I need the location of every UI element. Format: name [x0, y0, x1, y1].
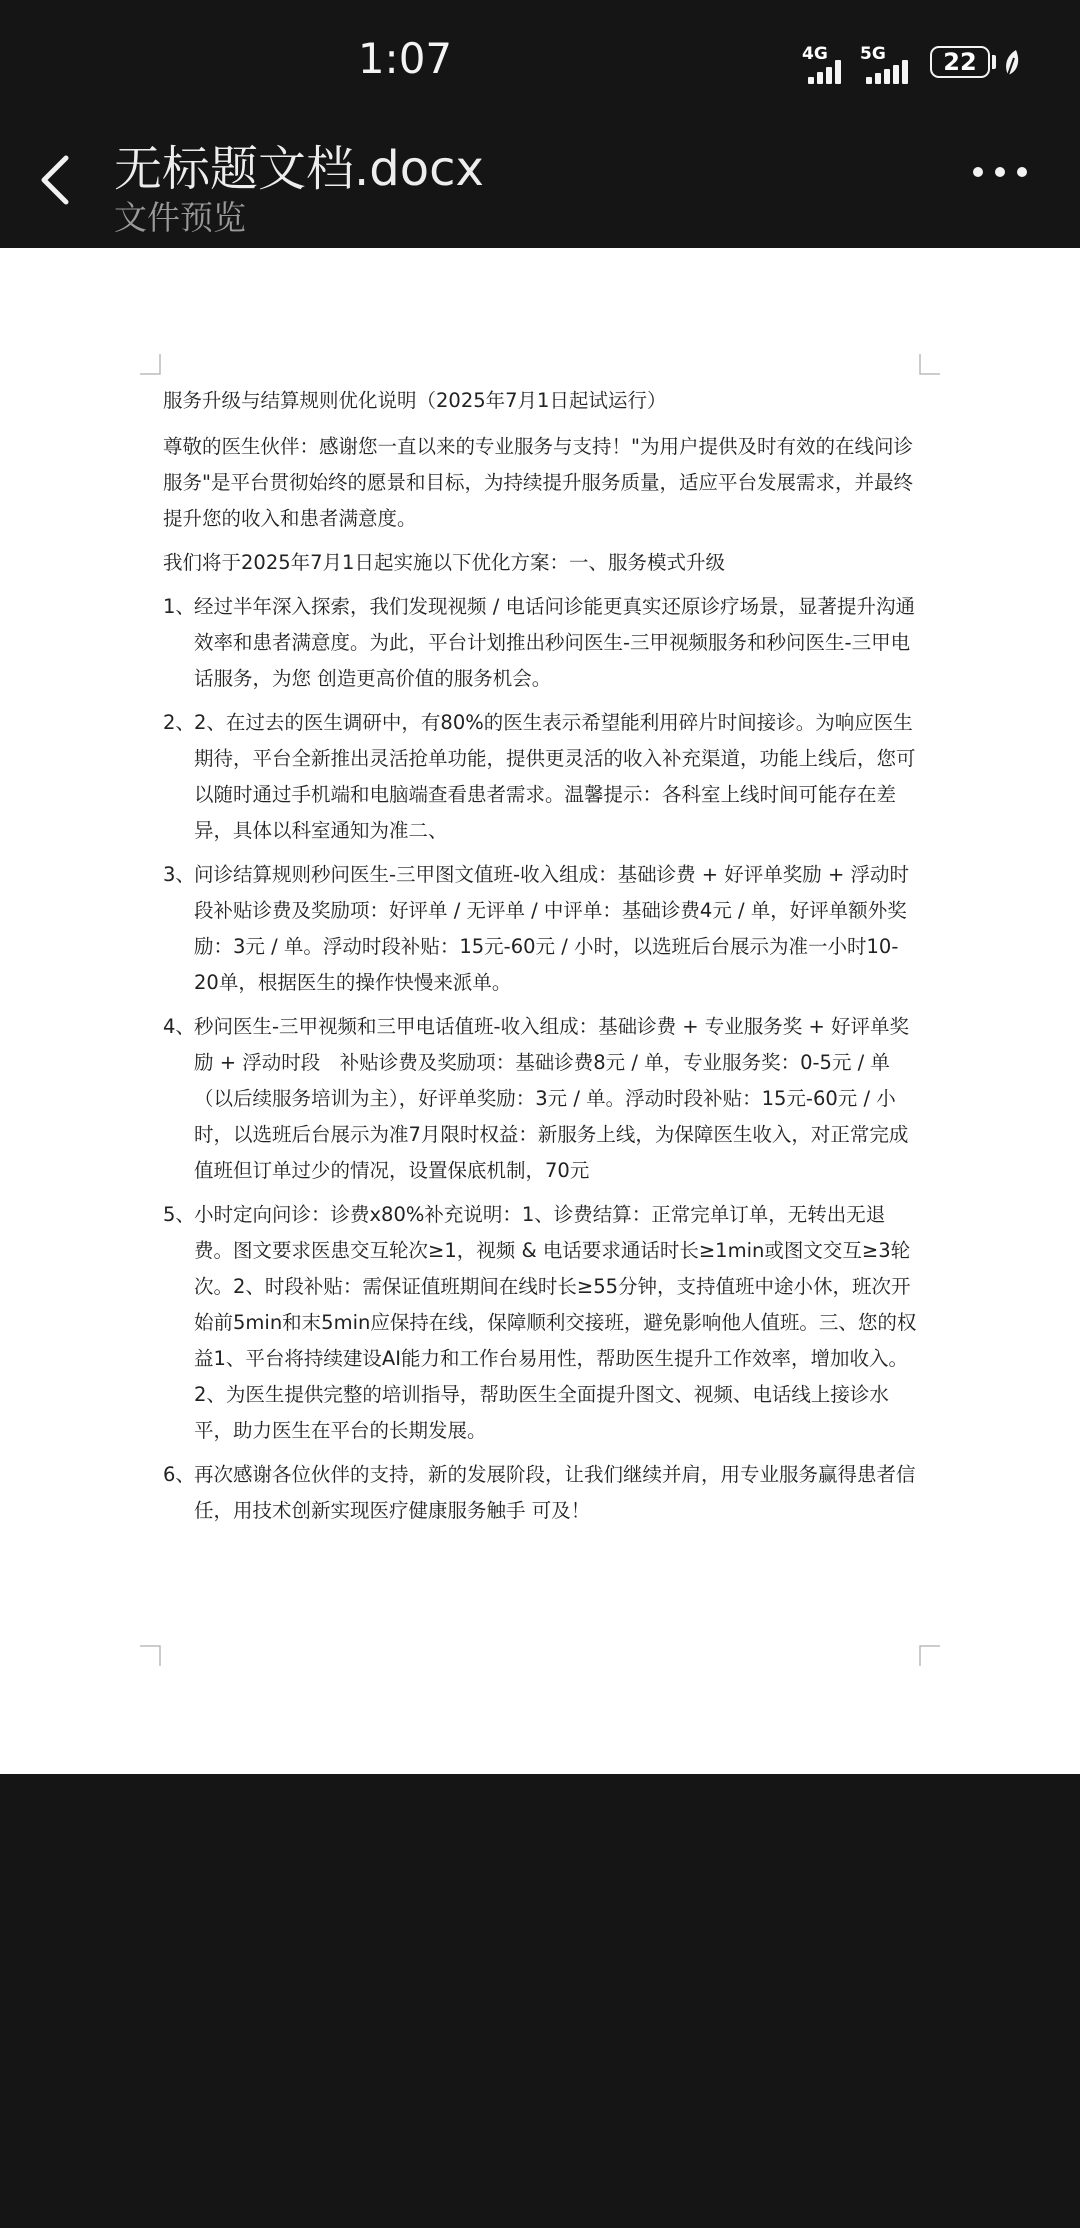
page-corner-mark: [916, 354, 940, 378]
list-item: 5、 小时定向问诊：诊费x80%补充说明：1、诊费结算：正常完单订单，无转出无退费。图文要求医患交互轮次≥1，视频 & 电话要求通话时长≥1min或图文交互≥3轮次。2、时段补贴：需保证值班期间在线时长≥55分钟，支持值班中途小休，班次开始前5min和末5min应保持在线，保障顺利交接班，避免影响他人值班。三、您的权益1、平台将持续建设AI能力和工作台易用性，帮助医生提升工作效率，增加收入。2、为医生提供完整的培训指导，帮助医生全面提升图文、视频、电话线上接诊水平，助力医生在平台的长期发展。: [163, 1203, 917, 1442]
bottom-background: [0, 1774, 1080, 2228]
more-horizontal-icon[interactable]: [970, 160, 1030, 184]
battery-tip: [992, 55, 996, 69]
power-saving-leaf-icon: [1002, 48, 1022, 78]
list-item: 3、 问诊结算规则秒问医生-三甲图文值班-收入组成：基础诊费 + 好评单奖励 + 浮动时段补贴诊费及奖励项：好评单 / 无评单 / 中评单：基础诊费4元 / 单，好评单额外奖励：3元 / 单。浮动时段补贴：15元-60元 / 小时，以选班后台展示为准一小时10-20单，根据医生的操作快慢来派单。: [163, 863, 910, 994]
document-lead: 我们将于2025年7月1日起实施以下优化方案：一、服务模式升级: [163, 551, 725, 574]
page-corner-mark: [916, 1642, 940, 1666]
list-item: 2、 2、在过去的医生调研中，有80%的医生表示希望能利用碎片时间接诊。为响应医生期待，平台全新推出灵活抢单功能，提供更灵活的收入补充渠道，功能上线后，您可以随时通过手机端和电脑端查看患者需求。温馨提示：各科室上线时间可能存在差异，具体以科室通知为准二、: [163, 711, 916, 842]
chevron-left-icon[interactable]: [36, 150, 76, 210]
document-subtitle: 文件预览: [114, 198, 246, 237]
page-corner-mark: [140, 1642, 164, 1666]
list-item: 1、 经过半年深入探索，我们发现视频 / 电话问诊能更真实还原诊疗场景，显著提升沟通效率和患者满意度。为此，平台计划推出秒问医生-三甲视频服务和秒问医生-三甲电话服务，为您 创造更高价值的服务机会。: [163, 595, 915, 690]
document-body: [163, 383, 923, 1537]
app-bar: [0, 120, 1080, 248]
document-page[interactable]: [0, 248, 1080, 1774]
status-bar: 1:07 4G 5G 22: [0, 0, 1080, 120]
document-intro: 尊敬的医生伙伴：感谢您一直以来的专业服务与支持！"为用户提供及时有效的在线问诊服务"是平台贯彻始终的愿景和目标，为持续提升服务质量，适应平台发展需求，并最终提升您的收入和患者满意度。: [163, 435, 913, 530]
document-title: 无标题文档.docx: [114, 141, 484, 197]
status-time: 1:07: [357, 34, 453, 83]
list-item: 4、 秒问医生-三甲视频和三甲电话值班-收入组成：基础诊费 + 专业服务奖 + 好评单奖励 + 浮动时段 补贴诊费及奖励项：基础诊费8元 / 单，专业服务奖：0-5元 / 单（以后续服务培训为主），好评单奖励：3元 / 单。浮动时段补贴：15元-60元 / 小时，以选班后台展示为准7月限时权益：新服务上线，为保障医生收入，对正常完成值班但订单过少的情况，设置保底机制，70元: [163, 1015, 910, 1182]
document-heading: 服务升级与结算规则优化说明（2025年7月1日起试运行）: [163, 389, 667, 412]
battery-icon: 22: [930, 46, 990, 78]
list-item: 6、 再次感谢各位伙伴的支持，新的发展阶段，让我们继续并肩，用专业服务赢得患者信任，用技术创新实现医疗健康服务触手 可及！: [163, 1463, 916, 1522]
page-corner-mark: [140, 354, 164, 378]
